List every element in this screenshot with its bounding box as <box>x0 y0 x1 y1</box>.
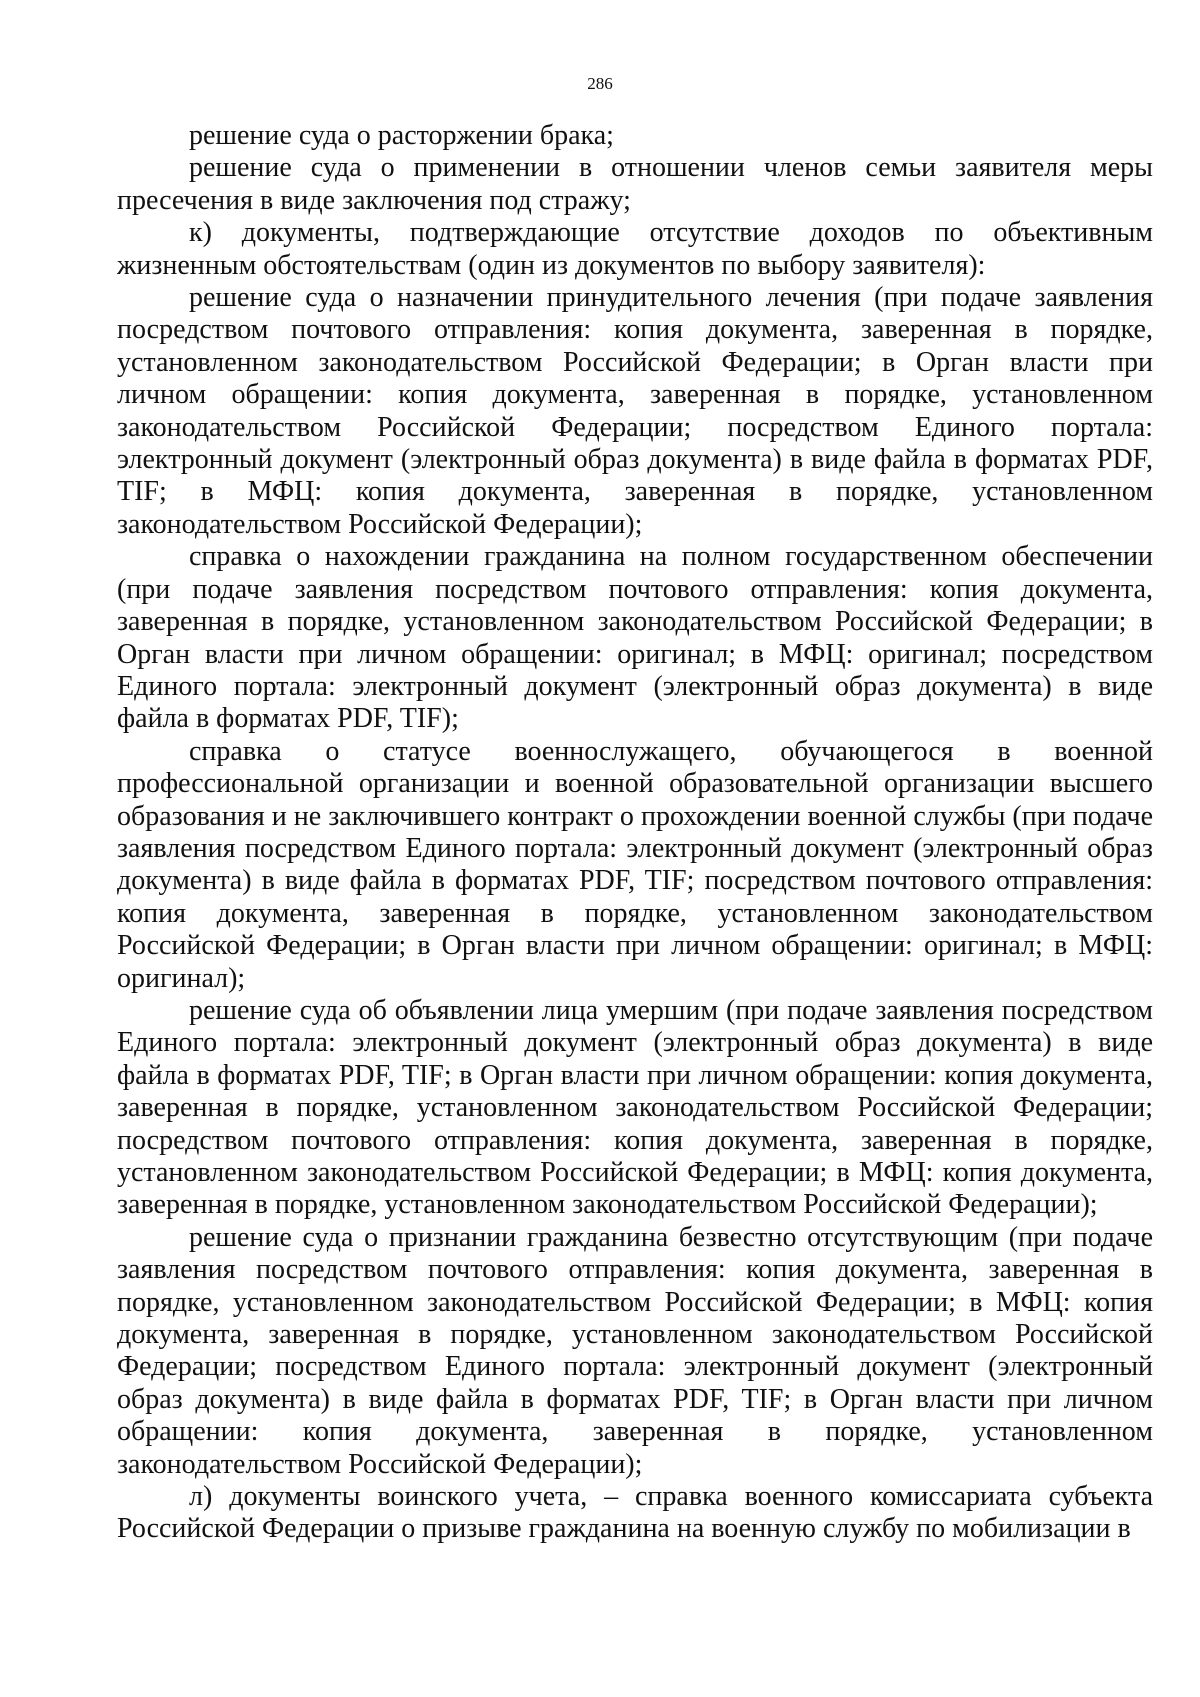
paragraph-missing-person: решение суда о признании гражданина безвестно отсутствующим (при подаче заявления посредством почтового отправления: копия документа, заверенная в порядке, установленном законодательством Российской Федерации; в МФЦ: копия документа, заверенная в порядке, установленном законодательством Российской Федерации; посредством Единого портала: электронный документ (электронный образ документа) в виде файла в форматах PDF, TIF; в Орган власти при личном обращении: копия документа, заверенная в порядке, установленном законодательством Российской Федерации); <box>117 1221 1153 1480</box>
document-body <box>117 120 1153 1546</box>
paragraph-item-k: к) документы, подтверждающие отсутствие доходов по объективным жизненным обстоятельствам (один из документов по выбору заявителя): <box>117 217 1153 281</box>
paragraph-state-support: справка о нахождении гражданина на полном государственном обеспечении (при подаче заявления посредством почтового отправления: копия документа, заверенная в порядке, установленном законодательством Российской Федерации; в Орган власти при личном обращении: оригинал; в МФЦ: оригинал; посредством Единого портала: электронный документ (электронный образ документа) в виде файла в форматах PDF, TIF); <box>117 541 1153 735</box>
page-number: 286 <box>587 74 613 93</box>
paragraph-item-l: л) документы воинского учета, – справка военного комиссариата субъекта Российской Федерации о призыве гражданина на военную службу по мобилизации в <box>117 1481 1153 1545</box>
paragraph-declared-dead: решение суда об объявлении лица умершим (при подаче заявления посредством Единого портала: электронный документ (электронный образ документа) в виде файла в форматах PDF, TIF; в Орган власти при личном обращении: копия документа, заверенная в порядке, установленном законодательством Российской Федерации; посредством почтового отправления: копия документа, заверенная в порядке, установленном законодательством Российской Федерации; в МФЦ: копия документа, заверенная в порядке, установленном законодательством Российской Федерации); <box>117 994 1153 1221</box>
paragraph-custody-measure: решение суда о применении в отношении членов семьи заявителя меры пресечения в виде заключения под стражу; <box>117 152 1153 216</box>
paragraph-military-student: справка о статусе военнослужащего, обучающегося в военной профессиональной организации и военной образовательной организации высшего образования и не заключившего контракт о прохождении военной службы (при подаче заявления посредством Единого портала: электронный документ (электронный образ документа) в виде файла в форматах PDF, TIF; посредством почтового отправления: копия документа, заверенная в порядке, установленном законодательством Российской Федерации; в Орган власти при личном обращении: оригинал; в МФЦ: оригинал); <box>117 735 1153 994</box>
paragraph-divorce-decision: решение суда о расторжении брака; <box>189 120 614 151</box>
paragraph-compulsory-treatment: решение суда о назначении принудительного лечения (при подаче заявления посредством почтового отправления: копия документа, заверенная в порядке, установленном законодательством Российской Федерации; в Орган власти при личном обращении: копия документа, заверенная в порядке, установленном законодательством Российской Федерации; посредством Единого портала: электронный документ (электронный образ документа) в виде файла в форматах PDF, TIF; в МФЦ: копия документа, заверенная в порядке, установленном законодательством Российской Федерации); <box>117 282 1153 540</box>
